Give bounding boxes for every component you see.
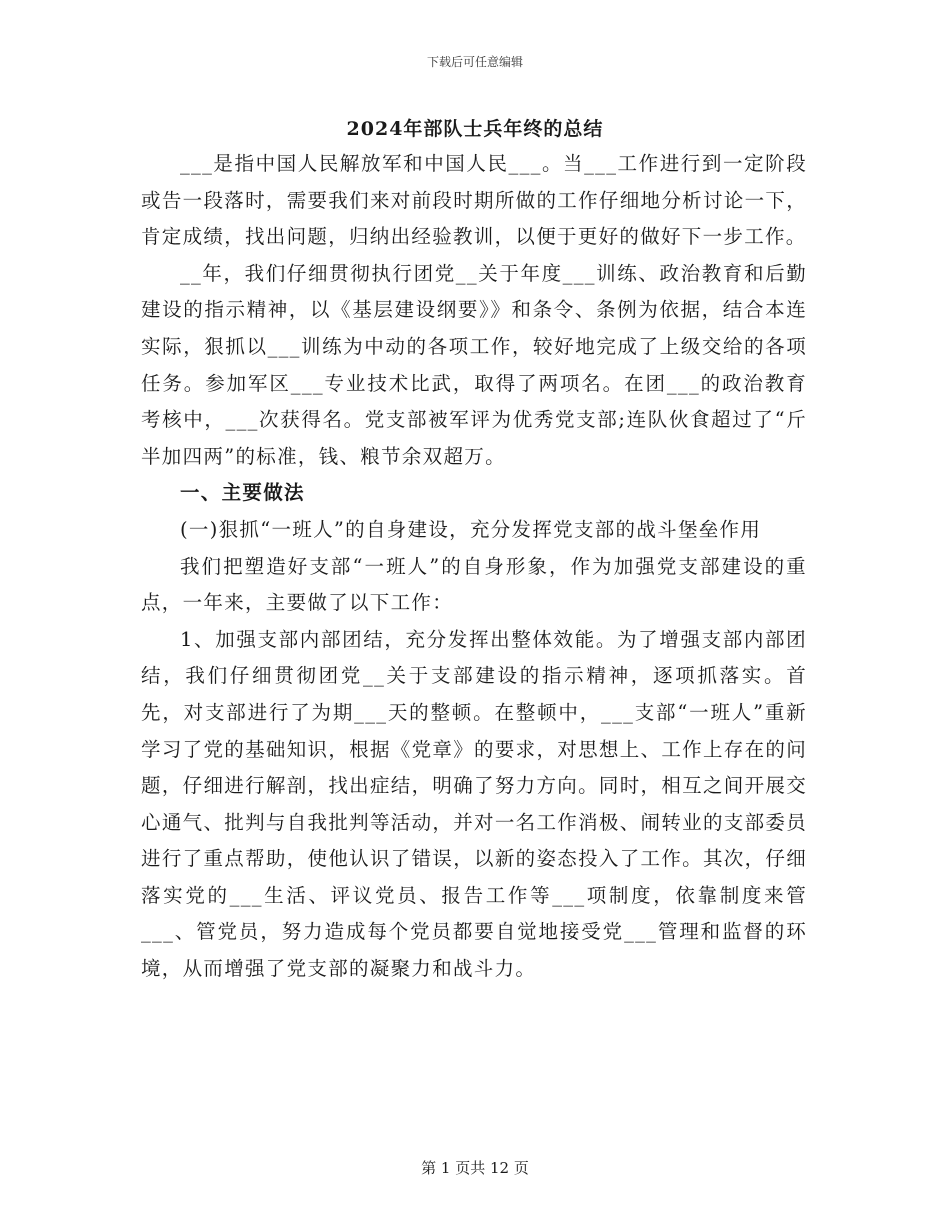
subsection-heading: (一)狠抓“一班人”的自身建设，充分发挥党支部的战斗堡垒作用 [180,517,762,541]
body-paragraph: ___是指中国人民解放军和中国人民___。当___工作进行到一定阶段或告一段落时，需要我们来对前段时期所做的工作仔细地分析讨论一下，肯定成绩，找出问题，归纳出经验教训，以便于更好的做好下一步工作。 [141,152,807,249]
document-title: 2024年部队士兵年终的总结 [346,118,604,140]
body-paragraph: 我们把塑造好支部“一班人”的自身形象，作为加强党支部建设的重点，一年来，主要做了以下工作： [141,554,807,615]
body-paragraph: 1、加强支部内部团结，充分发挥出整体效能。为了增强支部内部团结，我们仔细贯彻团党__关于支部建设的指示精神，逐项抓落实。首先，对支部进行了为期___天的整顿。在整顿中，___支部“一班人”重新学习了党的基础知识，根据《党章》的要求，对思想上、工作上存在的问题，仔细进行解剖，找出症结，明确了努力方向。同时，相互之间开展交心通气、批判与自我批判等活动，并对一名工作消极、闹转业的支部委员进行了重点帮助，使他认识了错误，以新的姿态投入了工作。其次，仔细落实党的___生活、评议党员、报告工作等___项制度，依靠制度来管___、管党员，努力造成每个党员都要自觉地接受党___管理和监督的环境，从而增强了党支部的凝聚力和战斗力。 [141,627,807,981]
body-paragraph: __年，我们仔细贯彻执行团党__关于年度___训练、政治教育和后勤建设的指示精神，以《基层建设纲要》》和条令、条例为依据，结合本连实际，狠抓以___训练为中动的各项工作，较好地完成了上级交给的各项任务。参加军区___专业技术比武，取得了两项名。在团___的政治教育考核中，___次获得名。党支部被军评为优秀党支部;连队伙食超过了“斤半加四两”的标准，钱、粮节余双超万。 [141,261,807,468]
section-heading: 一、主要做法 [180,481,305,505]
document-body [141,146,807,988]
page-header-note: 下载后可任意编辑 [426,55,523,69]
page-footer: 第 1 页共 12 页 [421,1159,529,1177]
